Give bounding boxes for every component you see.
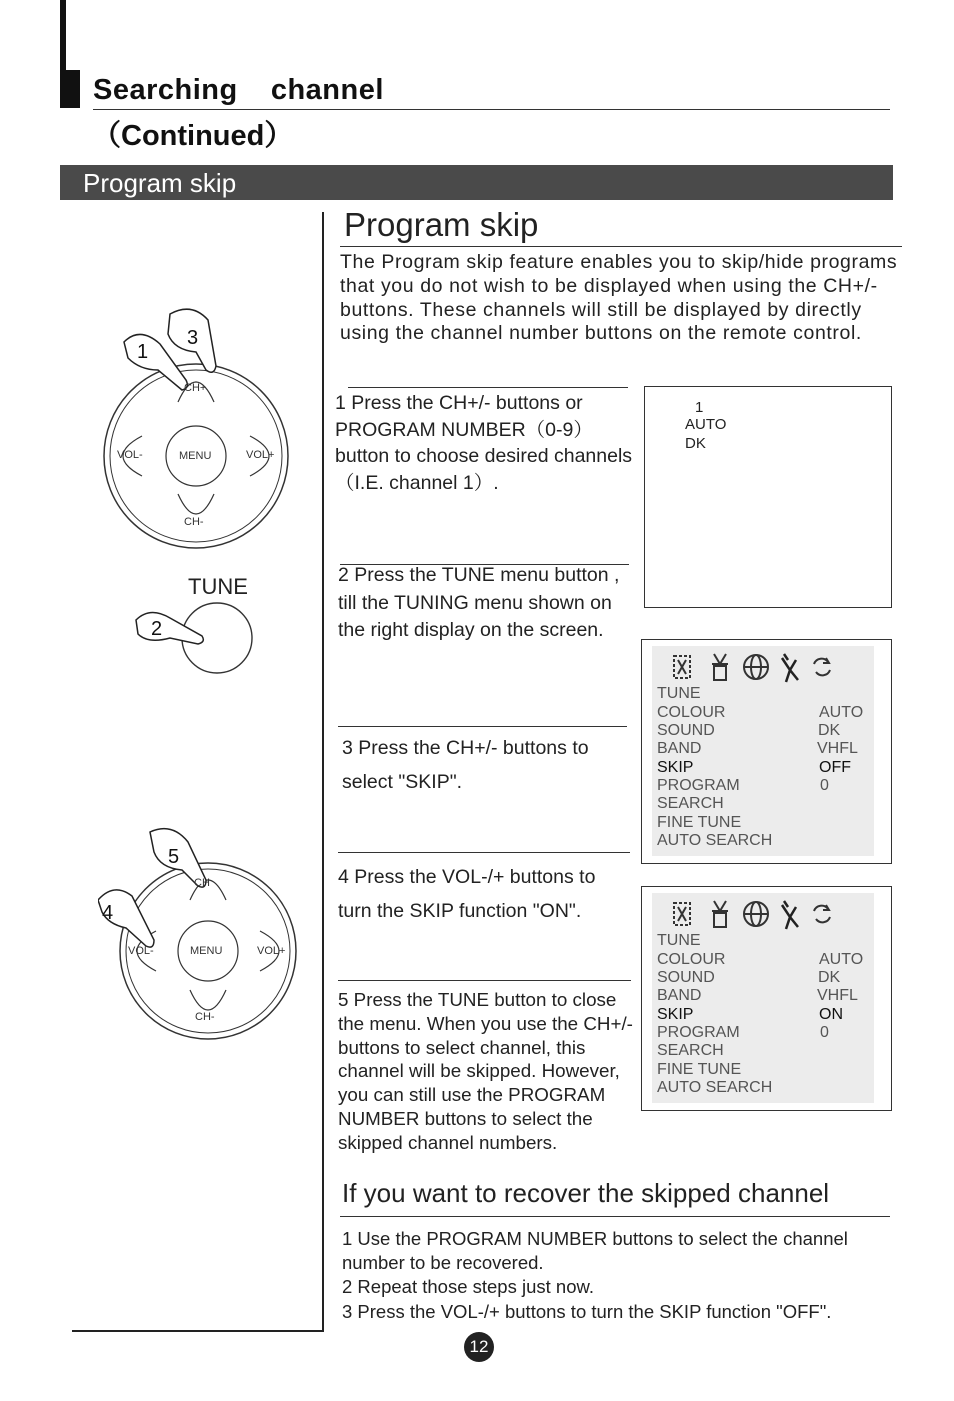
- recover-step-3: 3 Press the VOL-/+ buttons to turn the SKIP function "OFF".: [342, 1300, 832, 1322]
- finger-number-1: 1: [137, 341, 149, 363]
- menu-value-program: 0: [820, 1024, 829, 1041]
- tune-antenna-icon: [782, 901, 798, 929]
- picture-icon: [674, 903, 690, 925]
- menu-item-sound: SOUND: [657, 722, 715, 739]
- menu-item-band: BAND: [657, 740, 702, 757]
- menu-item-tune: TUNE: [657, 932, 701, 949]
- menu-label: MENU: [179, 450, 212, 462]
- ch-minus-label: CH-: [195, 1011, 215, 1023]
- menu-item-fine-tune: FINE TUNE: [657, 1061, 742, 1078]
- finger-number-5: 5: [168, 846, 180, 868]
- menu-item-skip: SKIP: [657, 759, 694, 776]
- remote-diagram-1: [100, 300, 320, 550]
- finger-number-2: 2: [151, 618, 163, 640]
- menu-value-skip: ON: [819, 1006, 843, 1023]
- vol-plus-label: VOL+: [257, 945, 286, 957]
- vol-minus-label: VOL-: [117, 449, 143, 461]
- menu-item-sound: SOUND: [657, 969, 715, 986]
- menu-icon-row: [670, 897, 850, 931]
- sound-icon: [712, 654, 728, 680]
- globe-icon: [744, 655, 768, 679]
- tune-label: TUNE: [188, 574, 248, 599]
- tuning-menu-screen-on: [641, 886, 892, 1111]
- menu-value-band: VHFL: [817, 987, 858, 1004]
- remote-diagram-2: [98, 820, 318, 1050]
- section-title: Program skip: [344, 206, 539, 243]
- menu-value-skip: OFF: [819, 759, 851, 776]
- menu-item-tune: TUNE: [657, 685, 701, 702]
- column-divider: [322, 212, 324, 1332]
- page-subtitle: （Continued）: [92, 120, 294, 152]
- menu-icon-row: [670, 650, 850, 684]
- picture-icon: [674, 656, 690, 678]
- section-band-label: Program skip: [83, 168, 237, 198]
- intro-paragraph: The Program skip feature enables you to skip/hide programs that you do not wish to be displayed when using the CH+/- buttons. These channels will still be displayed by directly using the channel number buttons on the remote control.: [340, 251, 898, 345]
- menu-value-band: VHFL: [817, 740, 858, 757]
- bottom-divider: [72, 1330, 324, 1332]
- vol-minus-label: VOL-: [128, 945, 154, 957]
- channel-screen: [644, 386, 892, 608]
- menu-item-colour: COLOUR: [657, 951, 726, 968]
- step-5-text: 5 Press the TUNE button to close the menu. When you use the CH+/- buttons to select channel, this channel will be skipped. However, you can still use the PROGRAM NUMBER buttons to select the skipped channel numbers.: [338, 989, 633, 1153]
- step-3-divider: [338, 726, 627, 727]
- menu-value-colour: AUTO: [819, 704, 864, 721]
- section-divider: [340, 246, 902, 247]
- step-5-divider: [338, 980, 631, 981]
- menu-item-fine-tune: FINE TUNE: [657, 814, 742, 831]
- recover-divider: [340, 1216, 890, 1217]
- menu-value-program: 0: [820, 777, 829, 794]
- channel-sound: DK: [685, 435, 706, 452]
- refresh-icon: [814, 658, 830, 675]
- remote-pad-drawing: [100, 300, 320, 550]
- menu-item-auto-search: AUTO SEARCH: [657, 832, 773, 849]
- menu-item-program: PROGRAM: [657, 777, 740, 794]
- vol-plus-label: VOL+: [246, 449, 275, 461]
- recover-title: If you want to recover the skipped channel: [342, 1178, 830, 1208]
- menu-value-sound: DK: [818, 722, 841, 739]
- recover-step-1: 1 Use the PROGRAM NUMBER buttons to select the channel number to be recovered.: [342, 1228, 848, 1274]
- step-4-text: 4 Press the VOL-/+ buttons to turn the SKIP function "ON".: [338, 866, 596, 922]
- page-title: Searching channel: [93, 74, 384, 106]
- ch-plus-label: CH+: [184, 382, 207, 394]
- tune-button-drawing: [130, 600, 260, 680]
- menu-item-colour: COLOUR: [657, 704, 726, 721]
- menu-value-colour: AUTO: [819, 951, 864, 968]
- ch-minus-label: CH-: [184, 516, 204, 528]
- recover-instructions: [342, 1227, 902, 1324]
- step-1-text: 1 Press the CH+/- buttons or PROGRAM NUMBER（0-9）button to choose desired channels（I.E. channel 1）.: [335, 392, 633, 494]
- title-divider: [93, 109, 890, 110]
- globe-icon: [744, 902, 768, 926]
- tune-antenna-icon: [782, 654, 798, 682]
- channel-mode: AUTO: [685, 416, 727, 433]
- menu-item-skip: SKIP: [657, 1006, 694, 1023]
- step-1-divider: [348, 387, 628, 388]
- finger-number-3: 3: [187, 327, 199, 349]
- menu-item-search: SEARCH: [657, 795, 724, 812]
- step-3-text: 3 Press the CH+/- buttons to select "SKIP".: [342, 737, 589, 793]
- step-4-divider: [338, 852, 630, 853]
- finger-number-4: 4: [102, 902, 114, 924]
- header-block: [60, 70, 80, 108]
- menu-item-band: BAND: [657, 987, 702, 1004]
- menu-value-sound: DK: [818, 969, 841, 986]
- menu-label: MENU: [190, 945, 223, 957]
- tuning-menu-screen-off: [641, 639, 892, 864]
- channel-number: 1: [695, 399, 704, 416]
- ch-plus-partial-label: CH: [194, 877, 210, 889]
- menu-item-search: SEARCH: [657, 1042, 724, 1059]
- recover-step-2: 2 Repeat those steps just now.: [342, 1276, 594, 1298]
- refresh-icon: [814, 905, 830, 922]
- menu-item-program: PROGRAM: [657, 1024, 740, 1041]
- menu-item-auto-search: AUTO SEARCH: [657, 1079, 773, 1096]
- step-2-text: 2 Press the TUNE menu button , till the TUNING menu shown on the right display on the screen.: [338, 564, 620, 641]
- page-number: 12: [464, 1332, 494, 1362]
- sound-icon: [712, 901, 728, 927]
